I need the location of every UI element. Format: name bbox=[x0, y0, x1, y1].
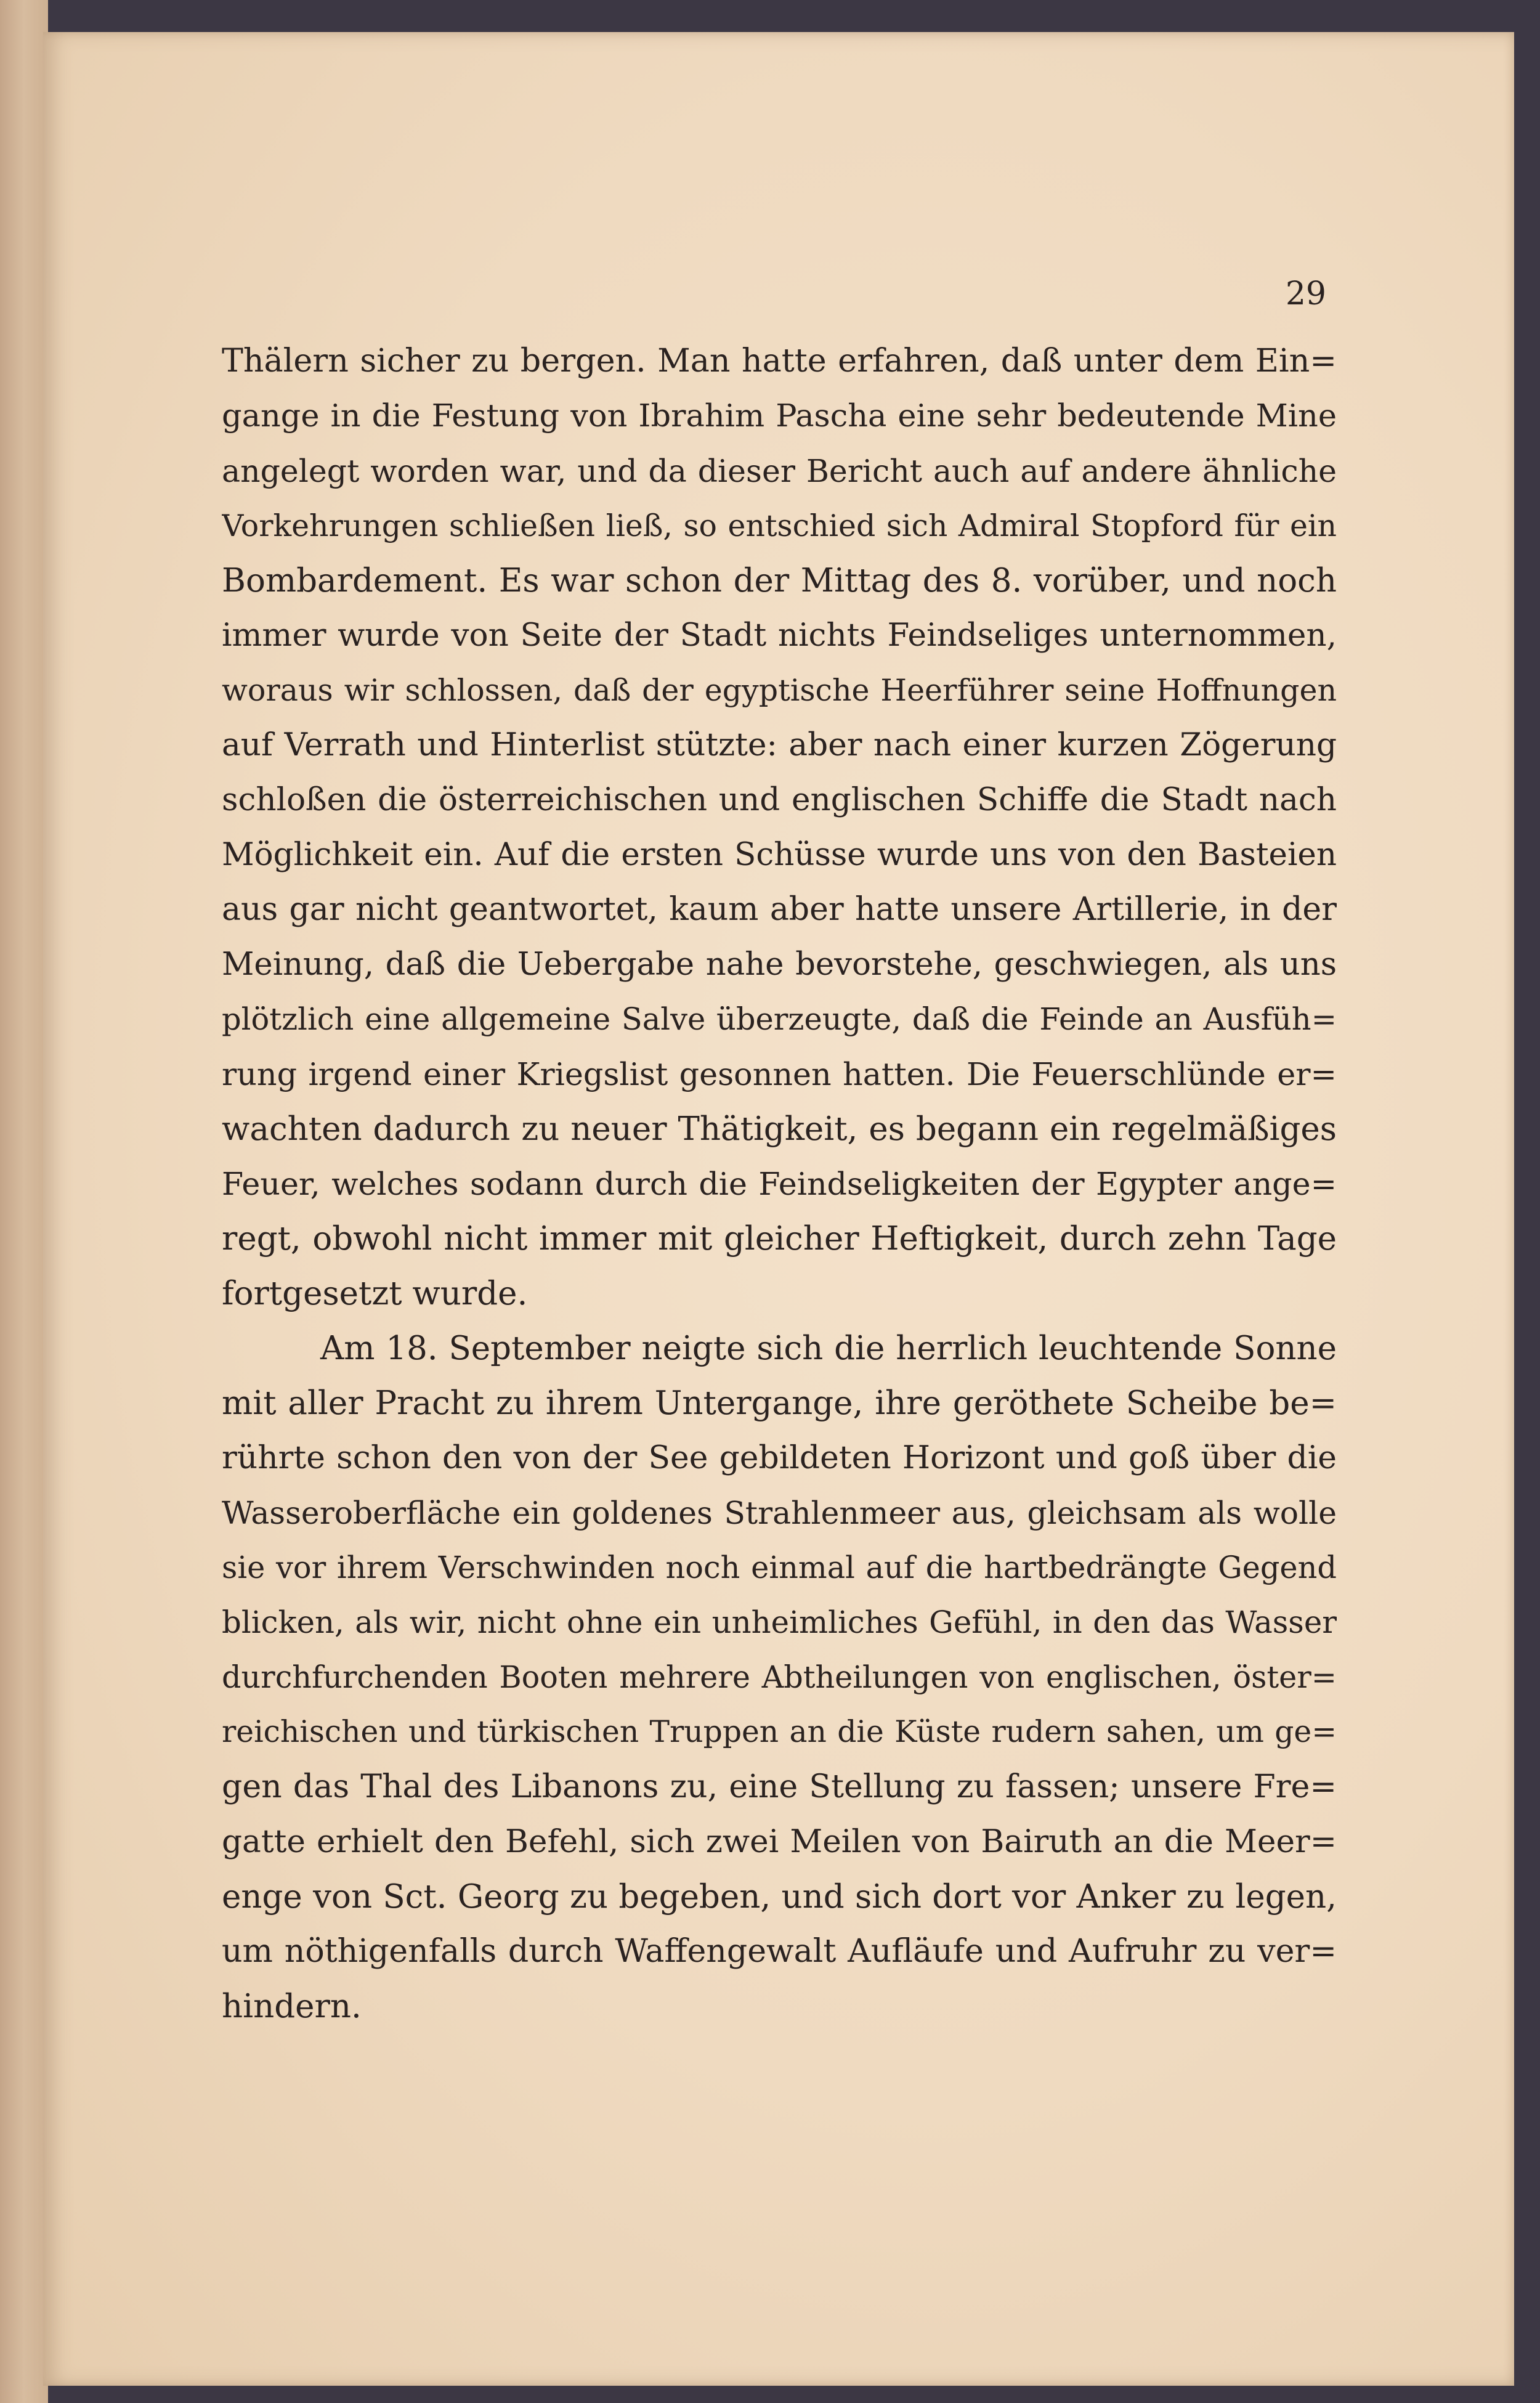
text-line: auf Verrath und Hinterlist stützte: aber nach einer kurzen Zögerung bbox=[222, 726, 1337, 763]
text-line: Möglichkeit ein. Auf die ersten Schüsse wurde uns von den Basteien bbox=[222, 836, 1337, 873]
text-line: gatte erhielt den Befehl, sich zwei Meilen von Bairuth an die Meer= bbox=[222, 1823, 1337, 1860]
text-line: Wasseroberfläche ein goldenes Strahlenmeer aus, gleichsam als wolle bbox=[222, 1495, 1337, 1531]
text-line: reichischen und türkischen Truppen an die Küste rudern sahen, um ge= bbox=[222, 1715, 1337, 1749]
text-line-paragraph-end: fortgesetzt wurde. bbox=[222, 1275, 528, 1312]
text-line: schloßen die österreichischen und englischen Schiffe die Stadt nach bbox=[222, 781, 1337, 818]
text-line-paragraph-start: Am 18. September neigte sich die herrlich leuchtende Sonne bbox=[320, 1330, 1337, 1367]
text-line: immer wurde von Seite der Stadt nichts Feindseliges unternommen, bbox=[222, 617, 1337, 654]
text-line: sie vor ihrem Verschwinden noch einmal auf die hartbedrängte Gegend bbox=[222, 1550, 1337, 1585]
text-line: Thälern sicher zu bergen. Man hatte erfahren, daß unter dem Ein= bbox=[222, 343, 1337, 380]
text-line: um nöthigenfalls durch Waffengewalt Aufläufe und Aufruhr zu ver= bbox=[222, 1933, 1337, 1970]
text-line-paragraph-end: hindern. bbox=[222, 1988, 362, 2025]
text-line: gen das Thal des Libanons zu, eine Stellung zu fassen; unsere Fre= bbox=[222, 1768, 1337, 1805]
body-text bbox=[222, 334, 1337, 2034]
text-line: Feuer, welches sodann durch die Feindseligkeiten der Egypter ange= bbox=[222, 1166, 1337, 1202]
text-line: rung irgend einer Kriegslist gesonnen hatten. Die Feuerschlünde er= bbox=[222, 1056, 1337, 1092]
previous-page-edge bbox=[0, 0, 48, 2403]
text-line: regt, obwohl nicht immer mit gleicher Heftigkeit, durch zehn Tage bbox=[222, 1220, 1337, 1258]
text-line: aus gar nicht geantwortet, kaum aber hatte unsere Artillerie, in der bbox=[222, 891, 1337, 928]
text-line: rührte schon den von der See gebildeten Horizont und goß über die bbox=[222, 1439, 1337, 1476]
text-line: wachten dadurch zu neuer Thätigkeit, es begann ein regelmäßiges bbox=[222, 1110, 1337, 1148]
text-line: enge von Sct. Georg zu begeben, und sich dort vor Anker zu legen, bbox=[222, 1878, 1337, 1916]
text-line: blicken, als wir, nicht ohne ein unheimliches Gefühl, in den das Wasser bbox=[222, 1604, 1337, 1640]
text-line: Meinung, daß die Uebergabe nahe bevorstehe, geschwiegen, als uns bbox=[222, 946, 1337, 983]
text-line: durchfurchenden Booten mehrere Abtheilungen von englischen, öster= bbox=[222, 1659, 1337, 1695]
text-line: Bombardement. Es war schon der Mittag des 8. vorüber, und noch bbox=[222, 562, 1337, 600]
text-line: Vorkehrungen schließen ließ, so entschied sich Admiral Stopford für ein bbox=[222, 508, 1337, 543]
text-line: plötzlich eine allgemeine Salve überzeugte, daß die Feinde an Ausfüh= bbox=[222, 1001, 1337, 1037]
text-line: gange in die Festung von Ibrahim Pascha eine sehr bedeutende Mine bbox=[222, 398, 1337, 434]
page-number: 29 bbox=[1285, 275, 1326, 312]
book-page bbox=[43, 32, 1514, 2386]
text-line: woraus wir schlossen, daß der egyptische Heerführer seine Hoffnungen bbox=[222, 673, 1337, 708]
text-line: angelegt worden war, und da dieser Bericht auch auf andere ähnliche bbox=[222, 453, 1337, 489]
text-line: mit aller Pracht zu ihrem Untergange, ihre geröthete Scheibe be= bbox=[222, 1384, 1337, 1422]
